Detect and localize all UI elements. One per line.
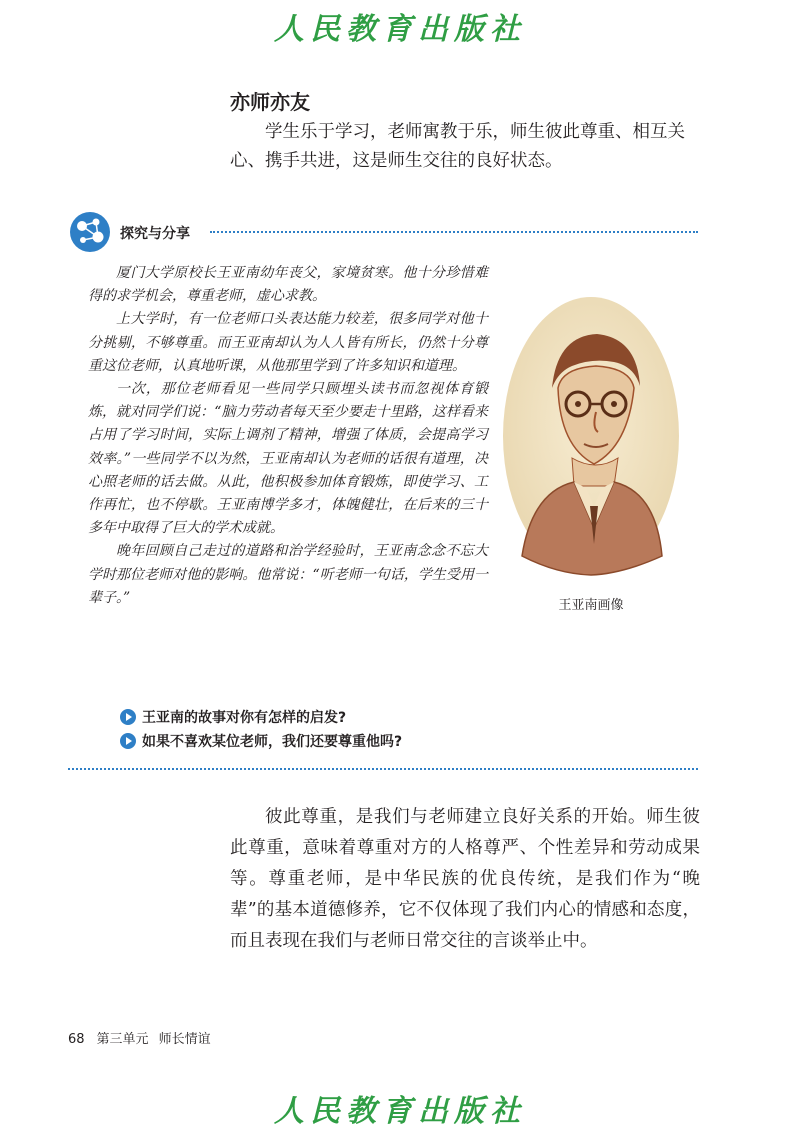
portrait-caption: 王亚南画像 xyxy=(558,598,624,613)
story-paragraph: 上大学时，有一位老师口头表达能力较差，很多同学对他十分挑剔，不够尊重。而王亚南却认为人人皆有所长，仍然十分尊重这位老师，认真地听课，从他那里学到了许多知识和道理。 xyxy=(88,311,488,374)
unit-title: 师长情谊 xyxy=(158,1032,211,1047)
wang-yanan-portrait xyxy=(502,296,680,576)
molecule-icon xyxy=(68,210,112,254)
main-paragraph: 彼此尊重，是我们与老师建立良好关系的开始。师生彼此尊重，意味着尊重对方的人格尊严、个性差异和劳动成果等。尊重老师，是中华民族的优良传统，是我们作为“晚辈”的基本道德修养，它不仅体现了我们内心的情感和态度，而且表现在我们与老师日常交往的言谈举止中。 xyxy=(230,807,700,951)
arrow-bullet-icon xyxy=(120,709,136,725)
question-text: 王亚南的故事对你有怎样的启发? xyxy=(142,710,347,726)
publisher-logo-bottom: 人民教育出版社 xyxy=(274,1094,526,1129)
question-item xyxy=(120,706,620,730)
section-title: 亦师亦友 xyxy=(230,90,310,114)
intro-paragraph: 学生乐于学习，老师寓教于乐，师生彼此尊重、相互关心、携手共进，这是师生交往的良好状态。 xyxy=(230,122,685,171)
explore-share-header xyxy=(68,210,698,254)
page-footer xyxy=(68,1028,211,1047)
publisher-logo-top: 人民教育出版社 xyxy=(274,12,526,47)
page-number: 68 xyxy=(68,1032,85,1047)
story-text xyxy=(88,262,488,610)
discussion-questions xyxy=(120,706,620,754)
dotted-divider xyxy=(68,768,698,770)
story-paragraph: 一次，那位老师看见一些同学只顾埋头读书而忽视体育锻炼，就对同学们说：“脑力劳动者每天至少要走十里路，这样看来占用了学习时间，实际上调剂了精神，增强了体质，会提高学习效率。”一些同学不以为然，王亚南却认为老师的话很有道理，决心照老师的话去做。从此，他积极参加体育锻炼，即使学习、工作再忙，也不停歇。王亚南博学多才，体魄健壮，在后来的三十多年中取得了巨大的学术成就。 xyxy=(88,381,488,537)
unit-label: 第三单元 xyxy=(96,1032,149,1047)
explore-share-label: 探究与分享 xyxy=(120,226,190,242)
question-text: 如果不喜欢某位老师，我们还要尊重他吗? xyxy=(142,734,403,750)
story-paragraph: 晚年回顾自己走过的道路和治学经验时，王亚南念念不忘大学时那位老师对他的影响。他常说：“听老师一句话，学生受用一辈子。” xyxy=(88,543,488,606)
question-item xyxy=(120,730,620,754)
story-paragraph: 厦门大学原校长王亚南幼年丧父，家境贫寒。他十分珍惜难得的求学机会，尊重老师，虚心求教。 xyxy=(88,265,488,305)
dotted-divider xyxy=(210,231,698,233)
arrow-bullet-icon xyxy=(120,733,136,749)
